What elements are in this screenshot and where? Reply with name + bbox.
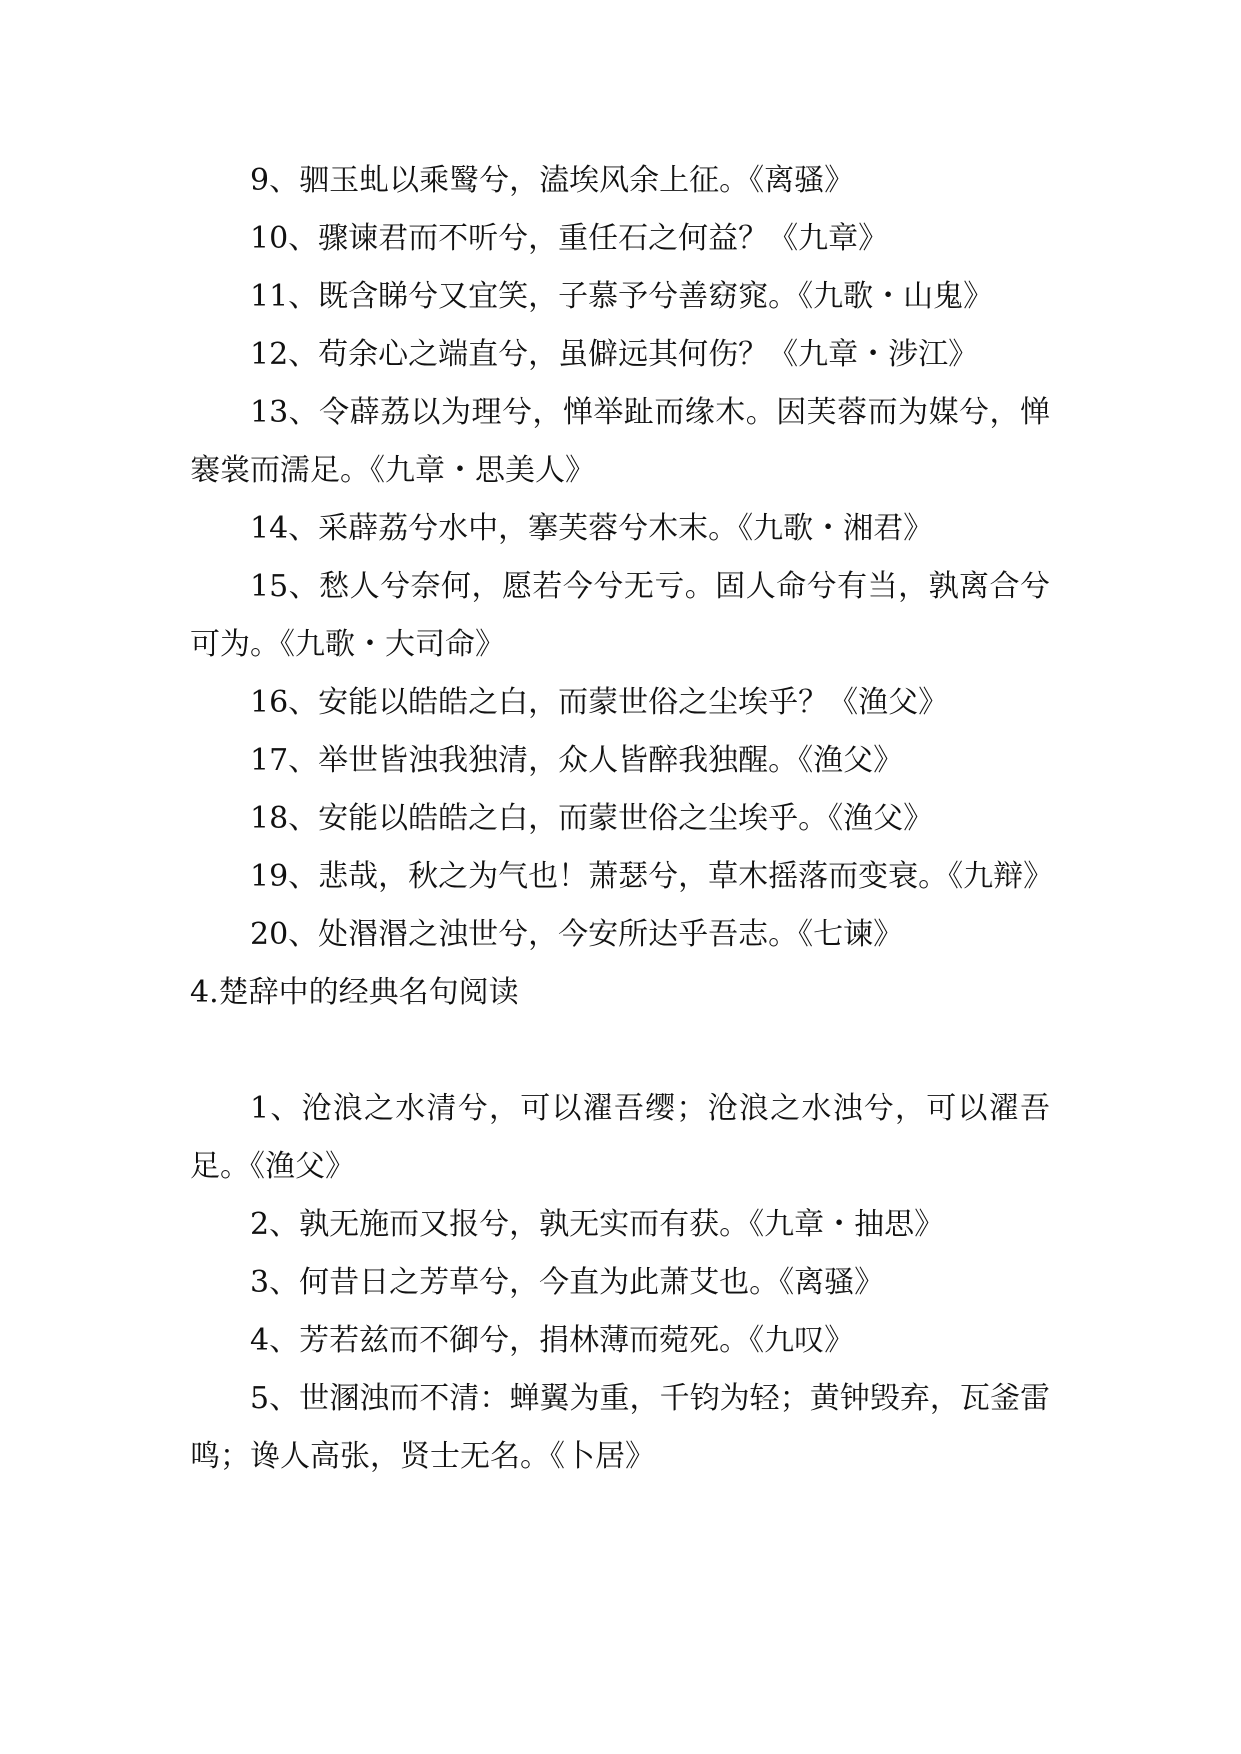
- classic-quote-item-1: 1、沧浪之水清兮，可以濯吾缨；沧浪之水浊兮，可以濯吾足。《渔父》: [190, 1091, 1050, 1184]
- document-body: [190, 152, 1054, 1486]
- quote-item-17: 17、举世皆浊我独清，众人皆醉我独醒。《渔父》: [250, 743, 904, 778]
- section-heading: 4.楚辞中的经典名句阅读: [190, 975, 519, 1010]
- quote-item-13: 13、令薜荔以为理兮，惮举趾而缘木。因芙蓉而为媒兮，惮褰裳而濡足。《九章・思美人》: [190, 395, 1050, 488]
- quote-item-10: 10、骤谏君而不听兮，重任石之何益？《九章》: [250, 221, 889, 256]
- quote-item-12: 12、苟余心之端直兮，虽僻远其何伤？《九章・涉江》: [250, 337, 979, 372]
- quote-item-9: 9、驷玉虬以乘鹥兮，溘埃风余上征。《离骚》: [250, 163, 855, 198]
- classic-quote-item-5: 5、世溷浊而不清：蝉翼为重，千钧为轻；黄钟毁弃，瓦釜雷鸣；谗人高张，贤士无名。《卜居》: [190, 1381, 1050, 1474]
- classic-quote-item-2: 2、孰无施而又报兮，孰无实而有获。《九章・抽思》: [250, 1207, 945, 1242]
- classic-quote-item-4: 4、芳若兹而不御兮，捐林薄而菀死。《九叹》: [250, 1323, 855, 1358]
- quote-item-14: 14、采薜荔兮水中，搴芙蓉兮木末。《九歌・湘君》: [250, 511, 934, 546]
- quote-item-18: 18、安能以皓皓之白，而蒙世俗之尘埃乎。《渔父》: [250, 801, 934, 836]
- quote-item-11: 11、既含睇兮又宜笑，子慕予兮善窈窕。《九歌・山鬼》: [250, 279, 994, 314]
- classic-quote-item-3: 3、何昔日之芳草兮，今直为此萧艾也。《离骚》: [250, 1265, 885, 1300]
- quote-item-16: 16、安能以皓皓之白，而蒙世俗之尘埃乎？《渔父》: [250, 685, 949, 720]
- quote-item-15: 15、愁人兮奈何，愿若今兮无亏。固人命兮有当，孰离合兮可为。《九歌・大司命》: [190, 569, 1050, 662]
- blank-line: [190, 1022, 1050, 1080]
- quote-item-19: 19、悲哉，秋之为气也！萧瑟兮，草木摇落而变衰。《九辩》: [250, 859, 1054, 894]
- quote-item-20: 20、处湣湣之浊世兮，今安所达乎吾志。《七谏》: [250, 917, 904, 952]
